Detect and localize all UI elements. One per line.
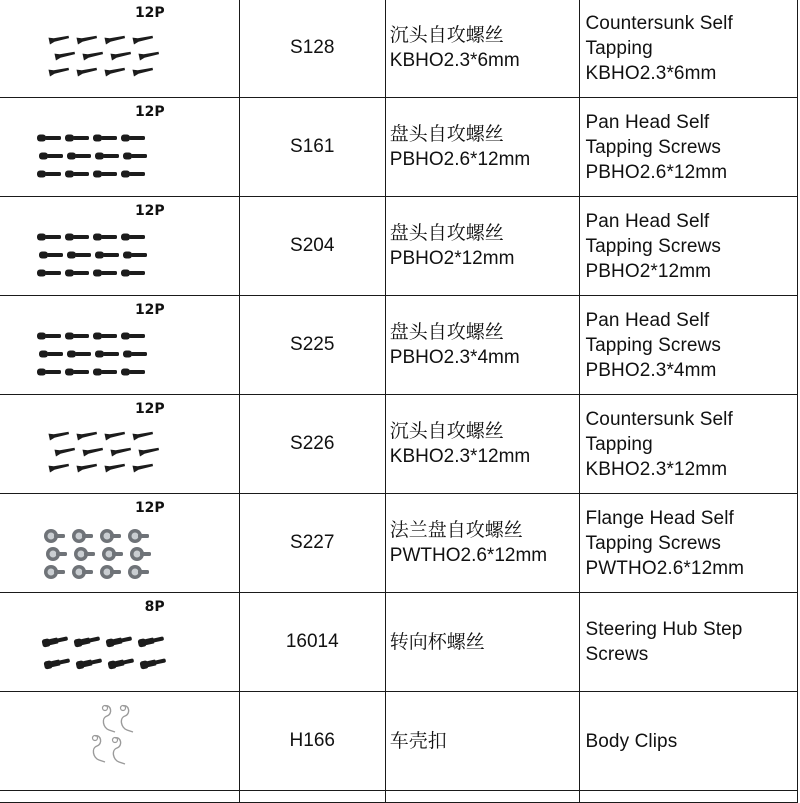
english-description-line: PWTHO2.6*12mm bbox=[585, 557, 745, 579]
chinese-description bbox=[385, 0, 580, 98]
screw-icon bbox=[93, 333, 117, 340]
chinese-description-line: 盘头自攻螺丝 bbox=[389, 322, 504, 343]
screw-icon bbox=[123, 351, 147, 358]
screw-icon bbox=[93, 171, 117, 178]
screw-icon bbox=[82, 445, 103, 456]
screw-icon bbox=[65, 135, 89, 142]
screw-icon bbox=[123, 153, 147, 160]
screw-icon bbox=[43, 656, 70, 669]
screw-icon bbox=[121, 171, 145, 178]
screw-icon bbox=[72, 529, 93, 543]
part-image-cell bbox=[0, 296, 239, 395]
part-code: S128 bbox=[239, 0, 385, 98]
chinese-description bbox=[385, 296, 580, 395]
screw-icon bbox=[110, 445, 131, 456]
quantity-label: 12P bbox=[134, 104, 165, 120]
quantity-label: 8P bbox=[144, 599, 165, 615]
screw-icon bbox=[138, 49, 159, 60]
table-row bbox=[0, 296, 798, 395]
table-row-partial bbox=[0, 791, 798, 803]
screw-icon bbox=[132, 461, 153, 472]
part-image-cell bbox=[0, 0, 239, 98]
screw-icon bbox=[46, 547, 67, 561]
countersunk-screws-image bbox=[0, 0, 241, 98]
chinese-description bbox=[385, 593, 580, 692]
screw-icon bbox=[95, 252, 119, 259]
screw-icon bbox=[95, 351, 119, 358]
screw-icon bbox=[44, 565, 65, 579]
table-row bbox=[0, 197, 798, 296]
screw-icon bbox=[39, 351, 63, 358]
chinese-description bbox=[385, 98, 580, 197]
table-row bbox=[0, 395, 798, 494]
screw-icon bbox=[37, 333, 61, 340]
quantity-label: 12P bbox=[134, 302, 165, 318]
screw-icon bbox=[76, 461, 97, 472]
quantity-label: 12P bbox=[134, 500, 165, 516]
screw-icon bbox=[76, 65, 97, 76]
table-row bbox=[0, 0, 798, 98]
screw-icon bbox=[110, 49, 131, 60]
english-description-line: Body Clips bbox=[585, 730, 678, 752]
part-code: S204 bbox=[239, 197, 385, 296]
english-description-line: Tapping Screws bbox=[585, 334, 722, 356]
screw-icon bbox=[73, 634, 100, 647]
screw-icon bbox=[37, 234, 61, 241]
english-description bbox=[580, 692, 798, 791]
empty-cell bbox=[580, 791, 798, 803]
screw-icon bbox=[104, 33, 125, 44]
part-image-cell bbox=[0, 98, 239, 197]
screw-icon bbox=[48, 65, 69, 76]
screw-icon bbox=[37, 135, 61, 142]
table-row bbox=[0, 494, 798, 593]
english-description bbox=[580, 98, 798, 197]
screw-icon bbox=[139, 656, 166, 669]
english-description bbox=[580, 197, 798, 296]
screw-icon bbox=[132, 33, 153, 44]
screw-icon bbox=[104, 429, 125, 440]
part-code: S227 bbox=[239, 494, 385, 593]
screw-icon bbox=[121, 270, 145, 277]
pan-head-screws-image bbox=[0, 296, 241, 395]
part-code: S225 bbox=[239, 296, 385, 395]
screw-icon bbox=[107, 656, 134, 669]
part-code: S226 bbox=[239, 395, 385, 494]
part-image-cell bbox=[0, 692, 239, 791]
english-description-line: Tapping Screws bbox=[585, 532, 722, 554]
english-description bbox=[580, 0, 798, 98]
chinese-description-line: 沉头自攻螺丝 bbox=[389, 421, 504, 442]
body-clip-icon bbox=[113, 738, 126, 765]
chinese-description-line: 盘头自攻螺丝 bbox=[389, 124, 504, 145]
screw-icon bbox=[93, 234, 117, 241]
english-description-line: Steering Hub Step bbox=[585, 619, 743, 640]
chinese-description-line: PWTHO2.6*12mm bbox=[389, 545, 548, 566]
chinese-description-line: KBHO2.3*6mm bbox=[389, 50, 520, 71]
english-description-line: PBHO2.3*4mm bbox=[585, 359, 717, 381]
screw-icon bbox=[121, 234, 145, 241]
part-image-cell bbox=[0, 494, 239, 593]
screw-icon bbox=[95, 153, 119, 160]
pan-head-screws-image bbox=[0, 98, 241, 197]
screw-icon bbox=[72, 565, 93, 579]
empty-cell bbox=[239, 791, 385, 803]
screw-icon bbox=[93, 135, 117, 142]
screw-icon bbox=[76, 33, 97, 44]
body-clip-icon bbox=[93, 736, 106, 763]
english-description-line: PBHO2.6*12mm bbox=[585, 161, 728, 183]
screw-icon bbox=[67, 252, 91, 259]
english-description-line: Tapping bbox=[585, 433, 653, 455]
screw-icon bbox=[39, 153, 63, 160]
english-description-line: Screws bbox=[585, 644, 649, 665]
chinese-description-line: PBHO2.3*4mm bbox=[389, 347, 520, 368]
chinese-description-line: 盘头自攻螺丝 bbox=[389, 223, 504, 244]
screw-icon bbox=[37, 270, 61, 277]
part-image-cell bbox=[0, 593, 239, 692]
english-description-line: Pan Head Self bbox=[585, 309, 710, 331]
screw-icon bbox=[65, 234, 89, 241]
screw-icon bbox=[128, 565, 149, 579]
pan-head-screws-image bbox=[0, 197, 241, 296]
english-description-line: Pan Head Self bbox=[585, 111, 710, 133]
screw-icon bbox=[67, 351, 91, 358]
body-clip-icon bbox=[121, 706, 134, 733]
chinese-description-line: PBHO2.6*12mm bbox=[389, 149, 531, 170]
flange-head-screws-image bbox=[0, 494, 241, 593]
screw-icon bbox=[102, 547, 123, 561]
english-description-line: Pan Head Self bbox=[585, 210, 710, 232]
part-code: 16014 bbox=[239, 593, 385, 692]
screw-icon bbox=[132, 429, 153, 440]
part-code: H166 bbox=[239, 692, 385, 791]
screw-icon bbox=[74, 547, 95, 561]
screw-icon bbox=[44, 529, 65, 543]
screw-icon bbox=[123, 252, 147, 259]
chinese-description-line: 转向杯螺丝 bbox=[389, 631, 485, 653]
countersunk-screws-image bbox=[0, 395, 241, 494]
part-code: S161 bbox=[239, 98, 385, 197]
screw-icon bbox=[100, 529, 121, 543]
english-description bbox=[580, 494, 798, 593]
english-description bbox=[580, 296, 798, 395]
chinese-description bbox=[385, 197, 580, 296]
chinese-description-line: 车壳扣 bbox=[389, 730, 447, 752]
screw-icon bbox=[48, 429, 69, 440]
screw-icon bbox=[37, 369, 61, 376]
screw-icon bbox=[37, 171, 61, 178]
part-image-cell bbox=[0, 197, 239, 296]
screw-icon bbox=[93, 270, 117, 277]
english-description-line: Countersunk Self bbox=[585, 408, 733, 430]
quantity-label: 12P bbox=[134, 5, 165, 21]
chinese-description-line: PBHO2*12mm bbox=[389, 248, 515, 269]
english-description-line: Tapping Screws bbox=[585, 235, 722, 257]
screw-icon bbox=[67, 153, 91, 160]
empty-cell bbox=[385, 791, 580, 803]
screw-icon bbox=[48, 461, 69, 472]
english-description-line: Countersunk Self bbox=[585, 12, 733, 34]
screw-icon bbox=[76, 429, 97, 440]
screw-icon bbox=[93, 369, 117, 376]
chinese-description-line: 沉头自攻螺丝 bbox=[389, 25, 504, 46]
screw-icon bbox=[54, 49, 75, 60]
screw-icon bbox=[130, 547, 151, 561]
english-description bbox=[580, 593, 798, 692]
screw-icon bbox=[39, 252, 63, 259]
screw-icon bbox=[65, 171, 89, 178]
screw-icon bbox=[104, 461, 125, 472]
english-description-line: Tapping Screws bbox=[585, 136, 722, 158]
chinese-description-line: 法兰盘自攻螺丝 bbox=[389, 520, 523, 541]
step-screws-image bbox=[0, 593, 241, 692]
table-row bbox=[0, 692, 798, 791]
chinese-description bbox=[385, 494, 580, 593]
quantity-label: 12P bbox=[134, 401, 165, 417]
screw-icon bbox=[75, 656, 102, 669]
body-clips-image bbox=[0, 692, 241, 791]
chinese-description bbox=[385, 395, 580, 494]
english-description-line: KBHO2.3*6mm bbox=[585, 62, 717, 84]
screw-icon bbox=[121, 333, 145, 340]
table-row bbox=[0, 593, 798, 692]
screw-icon bbox=[48, 33, 69, 44]
english-description-line: PBHO2*12mm bbox=[585, 260, 712, 282]
english-description-line: KBHO2.3*12mm bbox=[585, 458, 728, 480]
chinese-description bbox=[385, 692, 580, 791]
part-image-cell bbox=[0, 395, 239, 494]
screw-icon bbox=[100, 565, 121, 579]
screw-icon bbox=[137, 634, 164, 647]
screw-icon bbox=[105, 634, 132, 647]
empty-cell bbox=[0, 791, 239, 803]
english-description bbox=[580, 395, 798, 494]
screw-icon bbox=[54, 445, 75, 456]
screw-icon bbox=[121, 369, 145, 376]
screw-icon bbox=[104, 65, 125, 76]
screw-icon bbox=[128, 529, 149, 543]
screw-icon bbox=[41, 634, 68, 647]
english-description-line: Flange Head Self bbox=[585, 507, 734, 529]
screw-icon bbox=[132, 65, 153, 76]
chinese-description-line: KBHO2.3*12mm bbox=[389, 446, 531, 467]
screw-icon bbox=[82, 49, 103, 60]
quantity-label: 12P bbox=[134, 203, 165, 219]
screw-icon bbox=[65, 270, 89, 277]
body-clip-icon bbox=[103, 706, 116, 733]
screw-icon bbox=[65, 333, 89, 340]
screw-icon bbox=[121, 135, 145, 142]
english-description-line: Tapping bbox=[585, 37, 653, 59]
table-row bbox=[0, 98, 798, 197]
screw-icon bbox=[138, 445, 159, 456]
screw-icon bbox=[65, 369, 89, 376]
